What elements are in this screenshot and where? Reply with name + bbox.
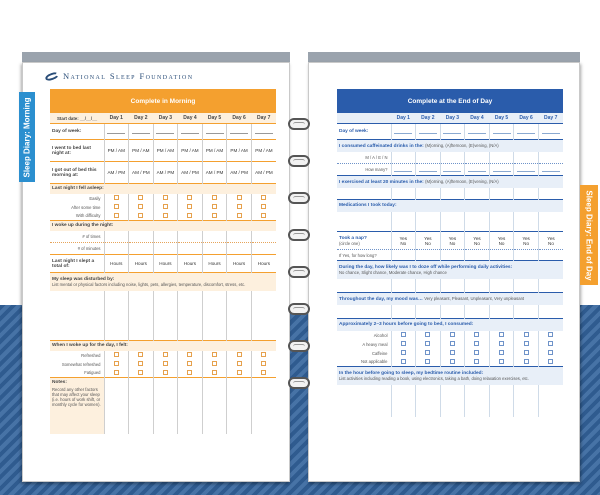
checkbox[interactable] bbox=[138, 352, 143, 357]
how-many-field[interactable] bbox=[517, 167, 535, 172]
option-label: Fatigued bbox=[84, 370, 101, 376]
moon-icon bbox=[44, 70, 60, 81]
checkbox[interactable] bbox=[474, 359, 479, 364]
entry-cell[interactable] bbox=[391, 305, 416, 319]
checkbox[interactable] bbox=[499, 341, 504, 346]
day-header: Day 1 bbox=[396, 115, 410, 121]
entry-cell[interactable] bbox=[465, 385, 490, 417]
entry-cell[interactable] bbox=[538, 279, 563, 293]
day-header: Day 4 bbox=[183, 115, 197, 121]
option-label: M / A / E / N bbox=[365, 154, 388, 160]
checkbox[interactable] bbox=[425, 332, 430, 337]
entry-cell[interactable] bbox=[416, 188, 441, 200]
checkbox[interactable] bbox=[237, 361, 242, 366]
entry-cell[interactable] bbox=[416, 385, 441, 417]
entry-cell[interactable] bbox=[104, 231, 129, 243]
checkbox[interactable] bbox=[261, 195, 266, 200]
bedtime-question: I went to bed last night at: bbox=[50, 140, 104, 162]
no-option[interactable]: No bbox=[424, 240, 431, 246]
fell-asleep-question: Last night I fell asleep: bbox=[50, 184, 276, 194]
entry-cell[interactable] bbox=[104, 291, 129, 341]
day-header: Day 6 bbox=[519, 115, 533, 121]
exercise-hint: (M)orning, (A)fternoon, (E)vening, (N/A) bbox=[425, 178, 499, 184]
checkbox[interactable] bbox=[187, 213, 192, 218]
checkbox[interactable] bbox=[524, 350, 529, 355]
checkbox[interactable] bbox=[450, 359, 455, 364]
checkbox[interactable] bbox=[401, 350, 406, 355]
day-header: Day 1 bbox=[109, 115, 123, 121]
checkbox[interactable] bbox=[548, 332, 553, 337]
checkbox[interactable] bbox=[187, 370, 192, 375]
routine-label: In the hour before going to sleep, my bedtime routine included: bbox=[339, 370, 484, 376]
binder-rings bbox=[288, 118, 312, 414]
no-option[interactable]: No bbox=[523, 240, 530, 246]
doze-question bbox=[337, 261, 563, 279]
hours-field[interactable]: Hours bbox=[178, 255, 203, 273]
entry-cell[interactable] bbox=[251, 378, 276, 434]
checkbox[interactable] bbox=[187, 204, 192, 209]
checkbox[interactable] bbox=[261, 352, 266, 357]
entry-cell[interactable] bbox=[440, 279, 465, 293]
circle-one-hint: (circle one) bbox=[339, 240, 360, 246]
entry-cell[interactable] bbox=[391, 279, 416, 293]
entry-cell[interactable] bbox=[514, 152, 539, 164]
checkbox[interactable] bbox=[212, 213, 217, 218]
checkbox[interactable] bbox=[138, 370, 143, 375]
entry-cell[interactable] bbox=[391, 385, 416, 417]
notes-hint: Record any other factors that may affect your sleep (i.e. hours of work shift, or monthly cycle for women). bbox=[52, 387, 101, 407]
org-name: National Sleep Foundation bbox=[63, 71, 194, 81]
notes-label: Notes: bbox=[52, 380, 67, 385]
entry-cell[interactable] bbox=[538, 250, 563, 261]
nap-choice[interactable] bbox=[440, 232, 465, 250]
entry-cell[interactable] bbox=[489, 279, 514, 293]
entry-cell[interactable] bbox=[178, 243, 203, 255]
entry-cell[interactable] bbox=[538, 152, 563, 164]
no-option[interactable]: No bbox=[548, 240, 554, 246]
hours-field[interactable]: Hours bbox=[153, 255, 178, 273]
checkbox[interactable] bbox=[138, 195, 143, 200]
day-header: Day 2 bbox=[134, 115, 148, 121]
entry-cell[interactable] bbox=[416, 305, 441, 319]
how-many-field[interactable] bbox=[468, 167, 486, 172]
doze-label: During the day, how likely was I to doze off while performing daily activities: bbox=[339, 264, 513, 270]
entry-cell[interactable] bbox=[416, 250, 441, 261]
entry-cell[interactable] bbox=[178, 231, 203, 243]
tab-morning[interactable] bbox=[19, 92, 35, 182]
checkbox[interactable] bbox=[425, 341, 430, 346]
mood-hint: Very pleasant, Pleasant, Unpleasant, Very unpleasant bbox=[424, 295, 525, 301]
entry-cell[interactable] bbox=[202, 243, 227, 255]
option-label: Somewhat refreshed bbox=[61, 361, 101, 367]
no-option[interactable]: No bbox=[474, 240, 480, 246]
checkbox[interactable] bbox=[474, 350, 479, 355]
binder-ring bbox=[288, 229, 310, 241]
tab-end-of-day-label: Sleep Diary: End of Day bbox=[584, 189, 594, 281]
binder-ring bbox=[288, 192, 310, 204]
option-label: After some time bbox=[71, 204, 101, 210]
how-many-field[interactable] bbox=[542, 167, 560, 172]
day-of-week-label: Day of week: bbox=[337, 124, 391, 140]
exercise-question bbox=[337, 176, 563, 188]
checkbox[interactable] bbox=[474, 341, 479, 346]
checkbox[interactable] bbox=[401, 341, 406, 346]
caffeine-question bbox=[337, 140, 563, 152]
checkbox[interactable] bbox=[237, 352, 242, 357]
exercise-label: I exercised at least 20 minutes in the: bbox=[339, 179, 424, 185]
nap-question bbox=[337, 232, 391, 250]
checkbox[interactable] bbox=[114, 370, 119, 375]
entry-cell[interactable] bbox=[104, 378, 129, 434]
nap-choice[interactable] bbox=[514, 232, 539, 250]
entry-cell[interactable] bbox=[202, 291, 227, 341]
caffeine-hint: (M)orning, (A)fternoon, (E)vening, (N/A) bbox=[425, 142, 499, 148]
entry-cell[interactable] bbox=[514, 212, 539, 232]
nap-choice[interactable] bbox=[538, 232, 563, 250]
entry-cell[interactable] bbox=[251, 231, 276, 243]
checkbox[interactable] bbox=[114, 352, 119, 357]
day-of-week-field[interactable] bbox=[419, 129, 437, 134]
checkbox[interactable] bbox=[163, 352, 168, 357]
entry-cell[interactable] bbox=[489, 305, 514, 319]
option-label: Refreshed bbox=[81, 352, 101, 358]
checkbox[interactable] bbox=[212, 195, 217, 200]
day-of-week-field[interactable] bbox=[107, 129, 125, 134]
how-many-field[interactable] bbox=[419, 167, 437, 172]
entry-cell[interactable] bbox=[465, 279, 490, 293]
checkbox[interactable] bbox=[261, 213, 266, 218]
entry-cell[interactable] bbox=[465, 305, 490, 319]
checkbox[interactable] bbox=[114, 204, 119, 209]
bedtime-field[interactable]: PM / AM bbox=[178, 140, 203, 162]
entry-cell[interactable] bbox=[391, 250, 416, 261]
tab-end-of-day[interactable] bbox=[580, 185, 598, 285]
checkbox[interactable] bbox=[114, 361, 119, 366]
how-many-field[interactable] bbox=[394, 167, 412, 172]
checkbox[interactable] bbox=[114, 213, 119, 218]
checkbox[interactable] bbox=[187, 195, 192, 200]
option-label: Easily bbox=[89, 195, 101, 201]
binder-ring bbox=[288, 155, 310, 167]
entry-cell[interactable] bbox=[202, 378, 227, 434]
entry-cell[interactable] bbox=[178, 291, 203, 341]
option-label: Caffeine bbox=[371, 350, 388, 356]
wake-time-field[interactable]: AM / PM bbox=[202, 162, 227, 184]
checkbox[interactable] bbox=[450, 341, 455, 346]
day-of-week-field[interactable] bbox=[230, 129, 248, 134]
entry-cell[interactable] bbox=[251, 243, 276, 255]
day-header: Day 3 bbox=[445, 115, 460, 121]
day-of-week-field[interactable] bbox=[156, 129, 174, 134]
entry-cell[interactable] bbox=[227, 291, 252, 341]
entry-cell[interactable] bbox=[489, 385, 514, 417]
entry-cell[interactable] bbox=[129, 378, 154, 434]
no-option[interactable]: No bbox=[498, 240, 505, 246]
yes-option[interactable]: Yes bbox=[522, 235, 530, 241]
entry-cell[interactable] bbox=[391, 152, 416, 164]
checkbox[interactable] bbox=[474, 332, 479, 337]
entry-cell[interactable] bbox=[514, 250, 539, 261]
yes-option[interactable]: Yes bbox=[473, 235, 481, 241]
entry-cell[interactable] bbox=[489, 250, 514, 261]
disturbed-question bbox=[50, 273, 276, 291]
consumed-question: Approximately 2–3 hours before going to bed, I consumed: bbox=[337, 319, 563, 331]
checkbox[interactable] bbox=[163, 213, 168, 218]
bedtime-field[interactable]: PM / AM bbox=[129, 140, 154, 162]
day-header: Day 7 bbox=[257, 115, 271, 121]
wake-time-field[interactable]: AM / PM bbox=[178, 162, 203, 184]
checkbox[interactable] bbox=[187, 361, 192, 366]
entry-cell[interactable] bbox=[440, 305, 465, 319]
slept-total-question: Last night I slept a total of: bbox=[50, 255, 104, 273]
day-header: Day 6 bbox=[232, 115, 246, 121]
entry-cell[interactable] bbox=[465, 152, 490, 164]
day-of-week-label: Day of week: bbox=[50, 124, 104, 140]
woke-up-question: I woke up during the night: bbox=[50, 221, 276, 231]
entry-cell[interactable] bbox=[440, 250, 465, 261]
checkbox[interactable] bbox=[524, 359, 529, 364]
hours-field[interactable]: Hours bbox=[104, 255, 129, 273]
checkbox[interactable] bbox=[425, 350, 430, 355]
mood-label: Throughout the day, my mood was… bbox=[339, 296, 423, 302]
entry-cell[interactable] bbox=[465, 188, 490, 200]
bedtime-field[interactable]: PM / AM bbox=[227, 140, 252, 162]
entry-cell[interactable] bbox=[538, 385, 563, 417]
wake-time-field[interactable]: AM / PM bbox=[227, 162, 252, 184]
entry-cell[interactable] bbox=[489, 152, 514, 164]
checkbox[interactable] bbox=[212, 370, 217, 375]
entry-cell[interactable] bbox=[465, 250, 490, 261]
entry-cell[interactable] bbox=[202, 231, 227, 243]
wake-time-field[interactable]: AM / PM bbox=[104, 162, 129, 184]
bedtime-field[interactable]: PM / AM bbox=[202, 140, 227, 162]
entry-cell[interactable] bbox=[538, 188, 563, 200]
checkbox[interactable] bbox=[261, 204, 266, 209]
day-of-week-field[interactable] bbox=[517, 129, 535, 134]
end-of-day-page bbox=[308, 62, 580, 482]
checkbox[interactable] bbox=[237, 204, 242, 209]
nap-label: Took a nap? bbox=[339, 235, 367, 241]
day-header: Day 2 bbox=[421, 115, 435, 121]
checkbox[interactable] bbox=[138, 361, 143, 366]
yes-option[interactable]: Yes bbox=[448, 235, 457, 241]
checkbox[interactable] bbox=[163, 361, 168, 366]
caffeine-label: I consumed caffeinated drinks in the: bbox=[339, 143, 424, 149]
tab-morning-label: Sleep Diary: Morning bbox=[22, 96, 32, 178]
bedtime-field[interactable]: PM / AM bbox=[251, 140, 276, 162]
entry-cell[interactable] bbox=[153, 291, 178, 341]
doze-hint: No chance, Slight chance, Moderate chance, High chance bbox=[339, 269, 447, 275]
option-label: Alcohol bbox=[373, 332, 388, 338]
entry-cell[interactable] bbox=[129, 231, 154, 243]
checkbox[interactable] bbox=[138, 204, 143, 209]
morning-title: Complete in Morning bbox=[50, 89, 276, 113]
checkbox[interactable] bbox=[261, 361, 266, 366]
routine-question bbox=[337, 367, 563, 385]
hours-field[interactable]: Hours bbox=[251, 255, 276, 273]
day-header: Day 5 bbox=[207, 115, 222, 121]
binder-ring bbox=[288, 340, 310, 352]
checkbox[interactable] bbox=[138, 213, 143, 218]
wake-time-field[interactable]: AM / PM bbox=[251, 162, 276, 184]
checkbox[interactable] bbox=[499, 332, 504, 337]
notes-cell bbox=[50, 378, 104, 434]
entry-cell[interactable] bbox=[440, 385, 465, 417]
hours-field[interactable]: Hours bbox=[129, 255, 154, 273]
checkbox[interactable] bbox=[548, 341, 553, 346]
checkbox[interactable] bbox=[237, 195, 242, 200]
entry-cell[interactable] bbox=[416, 279, 441, 293]
option-label: # of minutes bbox=[77, 246, 101, 251]
nap-choice[interactable] bbox=[391, 232, 416, 250]
how-many-field[interactable] bbox=[493, 167, 511, 172]
morning-page bbox=[22, 62, 290, 482]
option-label: # of times bbox=[82, 233, 101, 239]
entry-cell[interactable] bbox=[251, 291, 276, 341]
checkbox[interactable] bbox=[163, 204, 168, 209]
checkbox[interactable] bbox=[499, 359, 504, 364]
yes-option[interactable]: Yes bbox=[424, 235, 432, 241]
binder-ring bbox=[288, 377, 310, 389]
option-label: How many? bbox=[365, 167, 388, 172]
checkbox[interactable] bbox=[237, 213, 242, 218]
day-header: Day 7 bbox=[544, 115, 558, 121]
binder-ring bbox=[288, 266, 310, 278]
entry-cell[interactable] bbox=[416, 212, 441, 232]
nap-choice[interactable] bbox=[489, 232, 514, 250]
day-of-week-field[interactable] bbox=[181, 129, 199, 134]
no-option[interactable]: No bbox=[449, 240, 456, 246]
entry-cell[interactable] bbox=[514, 385, 539, 417]
bedtime-field[interactable]: PM / AM bbox=[153, 140, 178, 162]
checkbox[interactable] bbox=[548, 359, 553, 364]
disturbed-label: My sleep was disturbed by: bbox=[52, 276, 115, 282]
entry-cell[interactable] bbox=[104, 243, 129, 255]
entry-cell[interactable] bbox=[416, 152, 441, 164]
checkbox[interactable] bbox=[212, 204, 217, 209]
entry-cell[interactable] bbox=[440, 188, 465, 200]
checkbox[interactable] bbox=[548, 350, 553, 355]
checkbox[interactable] bbox=[425, 359, 430, 364]
day-of-week-field[interactable] bbox=[493, 129, 511, 134]
entry-cell[interactable] bbox=[153, 231, 178, 243]
option-label: Not applicable bbox=[360, 359, 388, 365]
morning-table bbox=[50, 89, 276, 434]
hours-field[interactable]: Hours bbox=[202, 255, 227, 273]
entry-cell[interactable] bbox=[489, 188, 514, 200]
end-of-day-table bbox=[337, 89, 563, 417]
how-many-field[interactable] bbox=[443, 167, 461, 172]
day-of-week-field[interactable] bbox=[468, 129, 486, 134]
checkbox[interactable] bbox=[401, 359, 406, 364]
checkbox[interactable] bbox=[524, 332, 529, 337]
checkbox[interactable] bbox=[163, 370, 168, 375]
checkbox[interactable] bbox=[450, 350, 455, 355]
checkbox[interactable] bbox=[212, 352, 217, 357]
entry-cell[interactable] bbox=[227, 231, 252, 243]
day-header: Day 4 bbox=[470, 115, 484, 121]
day-header: Day 5 bbox=[494, 115, 509, 121]
binder-ring bbox=[288, 303, 310, 315]
entry-cell[interactable] bbox=[538, 305, 563, 319]
checkbox[interactable] bbox=[212, 361, 217, 366]
entry-cell[interactable] bbox=[538, 212, 563, 232]
day-of-week-field[interactable] bbox=[132, 129, 150, 134]
end-of-day-title: Complete at the End of Day bbox=[337, 89, 563, 113]
entry-cell[interactable] bbox=[227, 243, 252, 255]
no-option[interactable]: No bbox=[400, 240, 407, 246]
checkbox[interactable] bbox=[261, 370, 266, 375]
day-header: Day 3 bbox=[158, 115, 173, 121]
bedtime-field[interactable]: PM / AM bbox=[104, 140, 129, 162]
yes-option[interactable]: Yes bbox=[547, 235, 555, 241]
medications-question: Medications I took today: bbox=[337, 200, 563, 212]
day-of-week-field[interactable] bbox=[443, 129, 461, 134]
entry-cell[interactable] bbox=[440, 152, 465, 164]
checkbox[interactable] bbox=[187, 352, 192, 357]
entry-cell[interactable] bbox=[514, 279, 539, 293]
entry-cell[interactable] bbox=[129, 243, 154, 255]
checkbox[interactable] bbox=[163, 195, 168, 200]
disturbed-hint: List mental or physical factors including noise, lights, pets, allergies, temperature, discomfort, stress, etc. bbox=[52, 281, 246, 287]
day-of-week-field[interactable] bbox=[255, 129, 273, 134]
wake-time-field[interactable]: AM / PM bbox=[129, 162, 154, 184]
wake-time-field[interactable]: AM / PM bbox=[153, 162, 178, 184]
checkbox[interactable] bbox=[450, 332, 455, 337]
option-label: With difficulty bbox=[75, 213, 101, 219]
checkbox[interactable] bbox=[524, 341, 529, 346]
yes-option[interactable]: Yes bbox=[399, 235, 408, 241]
entry-cell[interactable] bbox=[465, 212, 490, 232]
binder-ring bbox=[288, 118, 310, 130]
how-long-label: If Yes, for how long? bbox=[339, 252, 377, 258]
nsf-logo bbox=[45, 71, 194, 81]
entry-cell[interactable] bbox=[514, 305, 539, 319]
checkbox[interactable] bbox=[114, 195, 119, 200]
checkbox[interactable] bbox=[237, 370, 242, 375]
yes-option[interactable]: Yes bbox=[497, 235, 506, 241]
checkbox[interactable] bbox=[401, 332, 406, 337]
entry-cell[interactable] bbox=[489, 212, 514, 232]
entry-cell[interactable] bbox=[514, 188, 539, 200]
mood-question bbox=[337, 293, 563, 305]
entry-cell[interactable] bbox=[153, 378, 178, 434]
hours-field[interactable]: Hours bbox=[227, 255, 252, 273]
entry-cell[interactable] bbox=[391, 188, 416, 200]
entry-cell[interactable] bbox=[178, 378, 203, 434]
wake-time-question: I got out of bed this morning at: bbox=[50, 162, 104, 184]
start-date[interactable]: Start date: __/__/__ bbox=[56, 115, 98, 121]
option-label: A heavy meal bbox=[362, 341, 388, 347]
nap-choice[interactable] bbox=[465, 232, 490, 250]
entry-cell[interactable] bbox=[391, 212, 416, 232]
entry-cell[interactable] bbox=[440, 212, 465, 232]
checkbox[interactable] bbox=[499, 350, 504, 355]
felt-question: When I woke up for the day, I felt: bbox=[50, 341, 276, 351]
day-of-week-field[interactable] bbox=[542, 129, 560, 134]
entry-cell[interactable] bbox=[153, 243, 178, 255]
entry-cell[interactable] bbox=[129, 291, 154, 341]
day-of-week-field[interactable] bbox=[206, 129, 224, 134]
nap-choice[interactable] bbox=[416, 232, 441, 250]
entry-cell[interactable] bbox=[227, 378, 252, 434]
day-of-week-field[interactable] bbox=[394, 129, 412, 134]
routine-hint: List activities including reading a book, using electronics, taking a bath, doing relaxation exercises, etc. bbox=[339, 375, 529, 381]
